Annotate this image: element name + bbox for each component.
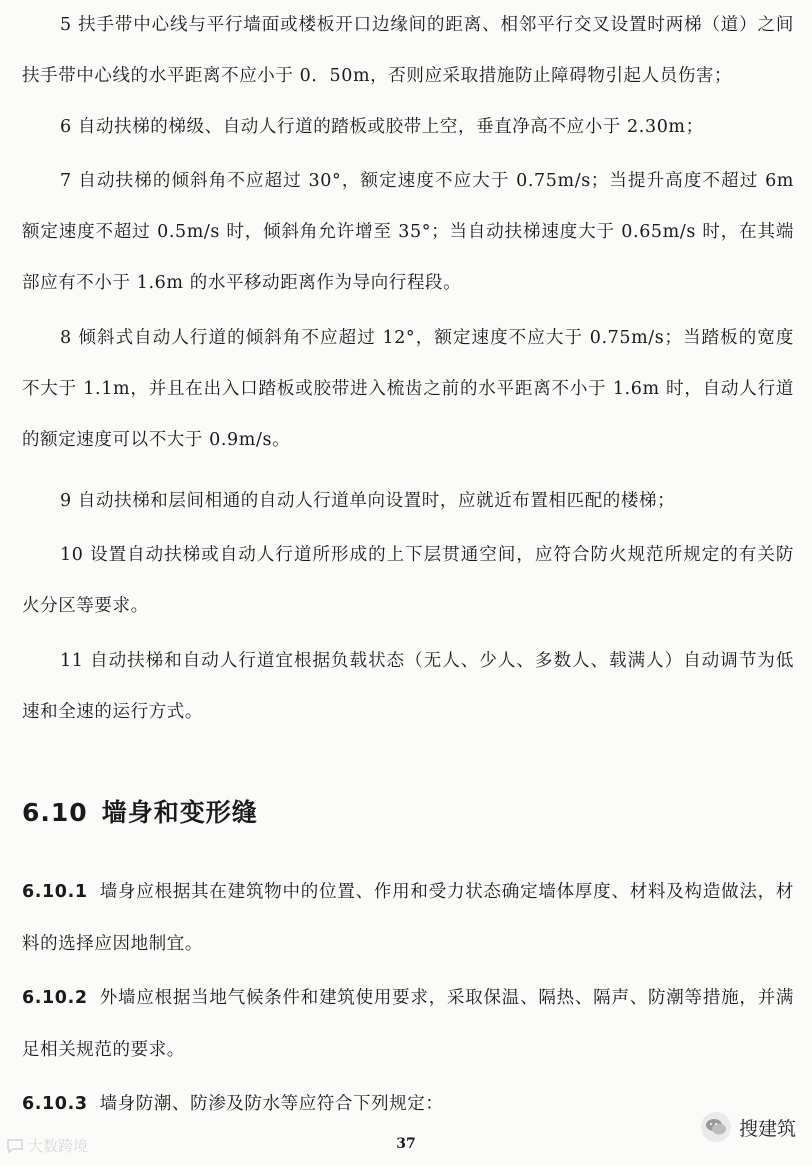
clause-number: 6.10.1: [22, 882, 88, 902]
paragraph-10: 10 设置自动扶梯或自动人行道所形成的上下层贯通空间，应符合防火规范所规定的有关防火分区等要求。: [22, 545, 794, 616]
clause-number: 6.10.2: [22, 988, 88, 1008]
page-number: 37: [396, 1136, 416, 1152]
section-title: 墙身和变形缝: [101, 798, 258, 827]
watermark-right: [701, 1112, 796, 1142]
section-heading: [22, 788, 258, 838]
watermark-right-text: 搜建筑: [738, 1117, 796, 1140]
paragraph-11: 11 自动扶梯和自动人行道宜根据负载状态（无人、少人、多数人、载满人）自动调节为低速和全速的运行方式。: [22, 651, 794, 722]
clause-text: 墙身防潮、防渗及防水等应符合下列规定：: [99, 1094, 444, 1114]
paragraph-7: 7 自动扶梯的倾斜角不应超过 30°，额定速度不应大于 0.75m/s；当提升高度不超过 6m 额定速度不超过 0.5m/s 时，倾斜角允许增至 35°；当自动扶梯速度大于 0.65m/s 时，在其端部应有不小于 1.6m 的水平移动距离作为导向行程段。: [22, 171, 794, 293]
paragraph-8: 8 倾斜式自动人行道的倾斜角不应超过 12°，额定速度不应大于 0.75m/s；当踏板的宽度不大于 1.1m，并且在出入口踏板或胶带进入梳齿之前的水平距离不小于 1.6m 时，自动人行道的额定速度可以不大于 0.9m/s。: [22, 328, 794, 450]
clause-text: 外墙应根据当地气候条件和建筑使用要求，采取保温、隔热、隔声、防潮等措施，并满足相关规范的要求。: [22, 988, 794, 1060]
paragraph-6: 6 自动扶梯的梯级、自动人行道的踏板或胶带上空，垂直净高不应小于 2.30m；: [60, 117, 704, 137]
section-number: 6.10: [22, 798, 88, 827]
clause-6-10-2: [22, 972, 794, 1076]
paragraph-9: 9 自动扶梯和层间相通的自动人行道单向设置时，应就近布置相匹配的楼梯；: [60, 491, 676, 511]
watermark-left-text: 大数跨境: [28, 1137, 89, 1155]
clause-number: 6.10.3: [22, 1094, 88, 1114]
clause-6-10-3: [22, 1078, 794, 1130]
wechat-logo-icon: [701, 1112, 731, 1142]
watermark-left: [6, 1135, 88, 1156]
chat-bubble-icon: [6, 1138, 24, 1154]
clause-6-10-1: [22, 866, 794, 970]
paragraph-5: 5 扶手带中心线与平行墙面或楼板开口边缘间的距离、相邻平行交叉设置时两梯（道）之间扶手带中心线的水平距离不应小于 0．50m，否则应采取措施防止障碍物引起人员伤害；: [22, 15, 794, 86]
clause-text: 墙身应根据其在建筑物中的位置、作用和受力状态确定墙体厚度、材料及构造做法，材料的选择应因地制宜。: [22, 882, 794, 954]
